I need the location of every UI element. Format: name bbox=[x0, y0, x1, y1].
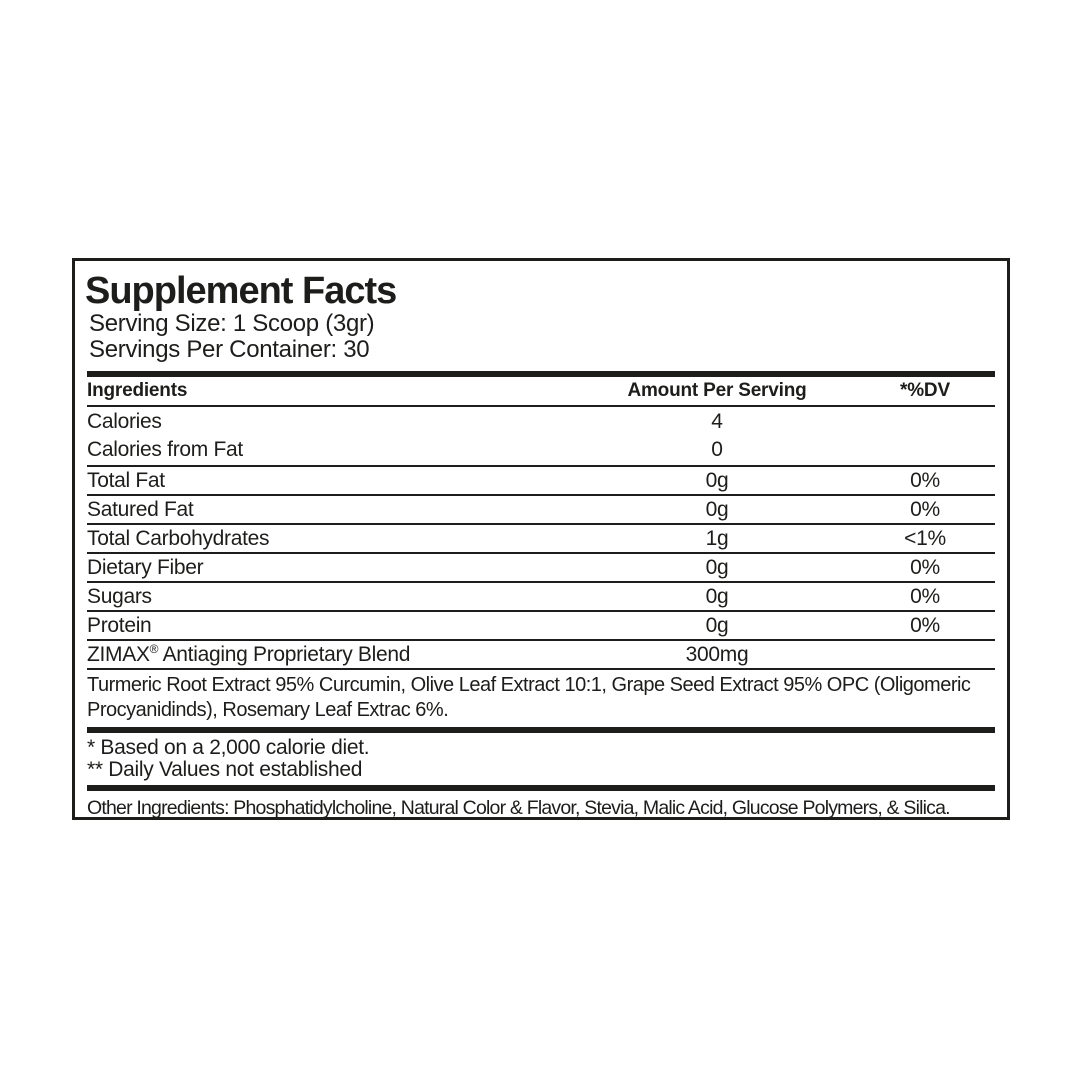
row-label: Sugars bbox=[87, 584, 152, 608]
row-dv: 0% bbox=[910, 468, 940, 492]
row-dv: 0% bbox=[910, 584, 940, 608]
blend-label-rest: Antiaging Proprietary Blend bbox=[158, 642, 411, 666]
table-row-calories-from-fat bbox=[87, 436, 995, 464]
row-amount: 4 bbox=[711, 410, 723, 433]
footnote-daily-values: ** Daily Values not established bbox=[87, 758, 363, 781]
row-amount: 0g bbox=[705, 468, 729, 492]
brand-name: ZIMAX bbox=[87, 642, 150, 666]
row-label bbox=[87, 643, 617, 667]
row-dv: 0% bbox=[910, 613, 940, 637]
row-amount: 0 bbox=[711, 438, 723, 461]
serving-size-line: Serving Size: 1 Scoop (3gr) bbox=[89, 310, 375, 337]
row-amount: 300mg bbox=[685, 642, 749, 666]
row-label: Protein bbox=[87, 613, 152, 637]
row-dv: <1% bbox=[904, 526, 946, 550]
column-header-amount-per-serving: Amount Per Serving bbox=[627, 380, 807, 401]
row-label: Dietary Fiber bbox=[87, 555, 204, 579]
row-label: Total Fat bbox=[87, 468, 165, 492]
calories-block bbox=[87, 405, 995, 465]
panel-title: Supplement Facts bbox=[85, 270, 397, 312]
table-row-satured-fat bbox=[87, 494, 995, 523]
row-label: Calories bbox=[87, 410, 162, 433]
table-row-zimax-blend bbox=[87, 639, 995, 668]
column-header-dv: *%DV bbox=[900, 380, 950, 401]
row-dv: 0% bbox=[910, 497, 940, 521]
servings-per-container-line: Servings Per Container: 30 bbox=[89, 336, 370, 363]
table-row-total-carbohydrates bbox=[87, 523, 995, 552]
supplement-facts-panel bbox=[72, 258, 1010, 820]
table-row-sugars bbox=[87, 581, 995, 610]
blend-description: Turmeric Root Extract 95% Curcumin, Olive Leaf Extract 10:1, Grape Seed Extract 95% OPC (Oligomeric Procyanidinds), Rosemary Leaf Extrac 6%. bbox=[87, 668, 995, 727]
row-label: Calories from Fat bbox=[87, 438, 243, 461]
table-row-total-fat bbox=[87, 465, 995, 494]
row-amount: 0g bbox=[705, 613, 729, 637]
row-label: Total Carbohydrates bbox=[87, 526, 270, 550]
table-header-row bbox=[87, 377, 995, 405]
footnote-calorie-diet: * Based on a 2,000 calorie diet. bbox=[87, 736, 370, 759]
table-row-calories bbox=[87, 408, 995, 436]
row-amount: 1g bbox=[705, 526, 729, 550]
column-header-ingredients: Ingredients bbox=[87, 380, 188, 401]
row-amount: 0g bbox=[705, 584, 729, 608]
row-amount: 0g bbox=[705, 497, 729, 521]
table-row-protein bbox=[87, 610, 995, 639]
registered-trademark-symbol: ® bbox=[149, 642, 159, 656]
row-label: Satured Fat bbox=[87, 497, 194, 521]
row-amount: 0g bbox=[705, 555, 729, 579]
footnotes-block bbox=[87, 733, 995, 785]
row-dv: 0% bbox=[910, 555, 940, 579]
other-ingredients-line: Other Ingredients: Phosphatidylcholine, Natural Color & Flavor, Stevia, Malic Acid, Glucose Polymers, & Silica. bbox=[87, 797, 950, 819]
table-row-dietary-fiber bbox=[87, 552, 995, 581]
